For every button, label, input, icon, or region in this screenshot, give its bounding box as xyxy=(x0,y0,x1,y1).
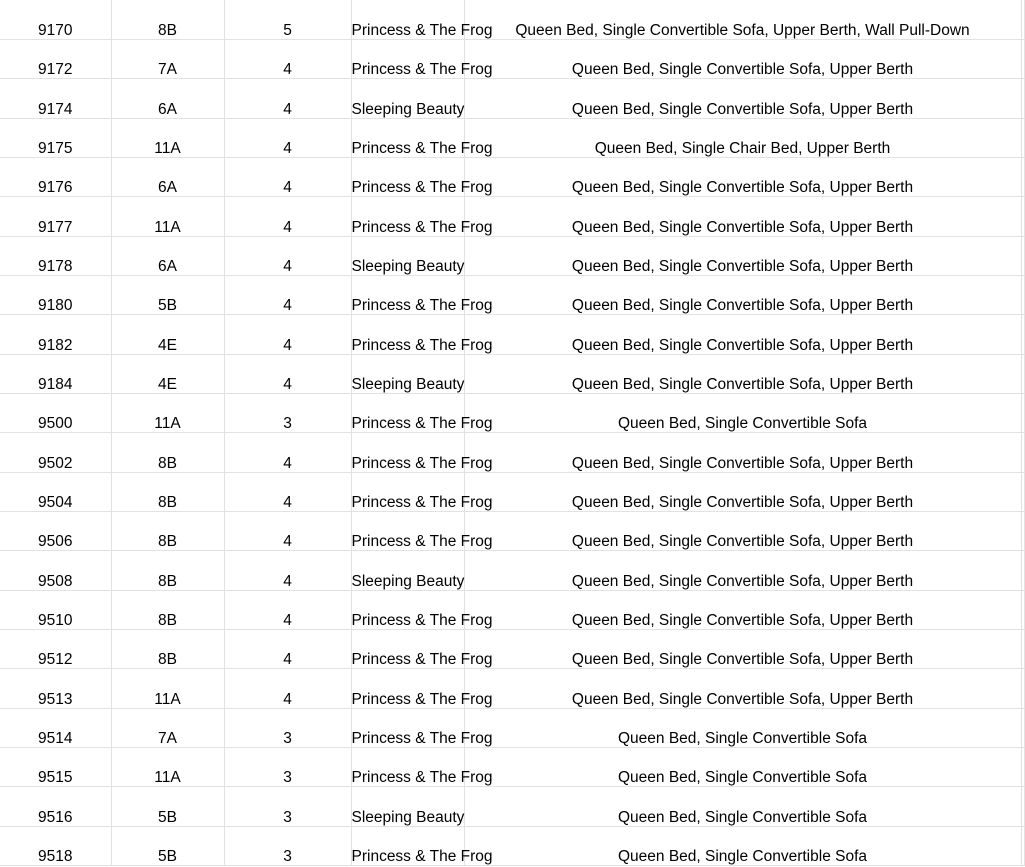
cabin-number-cell[interactable]: 9518 xyxy=(0,826,111,865)
bedding-cell[interactable]: Queen Bed, Single Convertible Sofa xyxy=(464,826,1021,865)
occupancy-cell[interactable]: 4 xyxy=(224,118,351,157)
bedding-cell[interactable]: Queen Bed, Single Convertible Sofa xyxy=(464,748,1021,787)
theme-cell[interactable]: Princess & The Frog xyxy=(351,630,464,669)
empty-cell[interactable] xyxy=(1021,669,1024,708)
bedding-cell[interactable]: Queen Bed, Single Convertible Sofa, Upper Berth, Wall Pull-Down xyxy=(464,0,1021,39)
empty-cell[interactable] xyxy=(1021,472,1024,511)
theme-cell[interactable]: Princess & The Frog xyxy=(351,748,464,787)
empty-cell[interactable] xyxy=(1021,748,1024,787)
category-cell[interactable]: 7A xyxy=(111,39,224,78)
theme-cell[interactable]: Princess & The Frog xyxy=(351,433,464,472)
table-row xyxy=(0,630,1024,669)
cabin-number-cell[interactable]: 9506 xyxy=(0,511,111,550)
table-row xyxy=(0,748,1024,787)
cabin-number-cell[interactable]: 9508 xyxy=(0,551,111,590)
category-cell[interactable]: 11A xyxy=(111,118,224,157)
bedding-cell[interactable]: Queen Bed, Single Convertible Sofa, Upper Berth xyxy=(464,236,1021,275)
table-row xyxy=(0,787,1024,826)
empty-cell[interactable] xyxy=(1021,551,1024,590)
bedding-cell[interactable]: Queen Bed, Single Convertible Sofa, Upper Berth xyxy=(464,669,1021,708)
category-cell[interactable]: 11A xyxy=(111,197,224,236)
occupancy-cell[interactable]: 4 xyxy=(224,275,351,314)
category-cell[interactable]: 4E xyxy=(111,354,224,393)
cabin-number-cell[interactable]: 9184 xyxy=(0,354,111,393)
table-row xyxy=(0,79,1024,118)
empty-cell[interactable] xyxy=(1021,393,1024,432)
table-row xyxy=(0,315,1024,354)
empty-cell[interactable] xyxy=(1021,79,1024,118)
cabin-number-cell[interactable]: 9516 xyxy=(0,787,111,826)
theme-cell[interactable]: Princess & The Frog xyxy=(351,669,464,708)
theme-cell[interactable]: Princess & The Frog xyxy=(351,39,464,78)
table-row xyxy=(0,0,1024,39)
category-cell[interactable]: 8B xyxy=(111,590,224,629)
theme-cell[interactable]: Sleeping Beauty xyxy=(351,236,464,275)
empty-cell[interactable] xyxy=(1021,157,1024,196)
cabin-number-cell[interactable]: 9504 xyxy=(0,472,111,511)
occupancy-cell[interactable]: 4 xyxy=(224,79,351,118)
occupancy-cell[interactable]: 4 xyxy=(224,433,351,472)
occupancy-cell[interactable]: 4 xyxy=(224,551,351,590)
table-row xyxy=(0,275,1024,314)
cabin-number-cell[interactable]: 9510 xyxy=(0,590,111,629)
table-row xyxy=(0,118,1024,157)
bedding-cell[interactable]: Queen Bed, Single Convertible Sofa, Upper Berth xyxy=(464,511,1021,550)
bedding-cell[interactable]: Queen Bed, Single Convertible Sofa, Upper Berth xyxy=(464,157,1021,196)
bedding-cell[interactable]: Queen Bed, Single Convertible Sofa, Upper Berth xyxy=(464,354,1021,393)
occupancy-cell[interactable]: 4 xyxy=(224,157,351,196)
category-cell[interactable]: 6A xyxy=(111,236,224,275)
table-row xyxy=(0,433,1024,472)
bedding-cell[interactable]: Queen Bed, Single Convertible Sofa, Upper Berth xyxy=(464,472,1021,511)
cabin-number-cell[interactable]: 9180 xyxy=(0,275,111,314)
occupancy-cell[interactable]: 4 xyxy=(224,472,351,511)
empty-cell[interactable] xyxy=(1021,39,1024,78)
category-cell[interactable]: 8B xyxy=(111,511,224,550)
occupancy-cell[interactable]: 4 xyxy=(224,315,351,354)
cabin-number-cell[interactable]: 9500 xyxy=(0,393,111,432)
theme-cell[interactable]: Princess & The Frog xyxy=(351,197,464,236)
theme-cell[interactable]: Princess & The Frog xyxy=(351,157,464,196)
theme-cell[interactable]: Princess & The Frog xyxy=(351,708,464,747)
bedding-cell[interactable]: Queen Bed, Single Convertible Sofa, Upper Berth xyxy=(464,79,1021,118)
category-cell[interactable]: 5B xyxy=(111,275,224,314)
category-cell[interactable]: 4E xyxy=(111,315,224,354)
occupancy-cell[interactable]: 4 xyxy=(224,197,351,236)
category-cell[interactable]: 8B xyxy=(111,0,224,39)
theme-cell[interactable]: Princess & The Frog xyxy=(351,393,464,432)
cabin-number-cell[interactable]: 9512 xyxy=(0,630,111,669)
empty-cell[interactable] xyxy=(1021,630,1024,669)
category-cell[interactable]: 5B xyxy=(111,826,224,865)
bedding-cell[interactable]: Queen Bed, Single Convertible Sofa, Upper Berth xyxy=(464,630,1021,669)
occupancy-cell[interactable]: 4 xyxy=(224,630,351,669)
theme-cell[interactable]: Sleeping Beauty xyxy=(351,79,464,118)
theme-cell[interactable]: Princess & The Frog xyxy=(351,472,464,511)
empty-cell[interactable] xyxy=(1021,118,1024,157)
table-row xyxy=(0,708,1024,747)
bedding-cell[interactable]: Queen Bed, Single Convertible Sofa xyxy=(464,708,1021,747)
cabin-number-cell[interactable]: 9172 xyxy=(0,39,111,78)
category-cell[interactable]: 6A xyxy=(111,79,224,118)
occupancy-cell[interactable]: 3 xyxy=(224,787,351,826)
occupancy-cell[interactable]: 4 xyxy=(224,511,351,550)
table-row xyxy=(0,551,1024,590)
theme-cell[interactable]: Princess & The Frog xyxy=(351,590,464,629)
bedding-cell[interactable]: Queen Bed, Single Convertible Sofa, Upper Berth xyxy=(464,551,1021,590)
category-cell[interactable]: 8B xyxy=(111,551,224,590)
empty-cell[interactable] xyxy=(1021,354,1024,393)
empty-cell[interactable] xyxy=(1021,0,1024,39)
cabin-number-cell[interactable]: 9178 xyxy=(0,236,111,275)
table-row xyxy=(0,669,1024,708)
occupancy-cell[interactable]: 4 xyxy=(224,590,351,629)
theme-cell[interactable]: Princess & The Frog xyxy=(351,275,464,314)
theme-cell[interactable]: Princess & The Frog xyxy=(351,118,464,157)
cabin-number-cell[interactable]: 9182 xyxy=(0,315,111,354)
occupancy-cell[interactable]: 3 xyxy=(224,393,351,432)
table-row xyxy=(0,590,1024,629)
bedding-cell[interactable]: Queen Bed, Single Convertible Sofa, Upper Berth xyxy=(464,315,1021,354)
category-cell[interactable]: 7A xyxy=(111,708,224,747)
cabin-number-cell[interactable]: 9515 xyxy=(0,748,111,787)
empty-cell[interactable] xyxy=(1021,197,1024,236)
category-cell[interactable]: 11A xyxy=(111,393,224,432)
occupancy-cell[interactable]: 3 xyxy=(224,826,351,865)
table-row xyxy=(0,354,1024,393)
empty-cell[interactable] xyxy=(1021,315,1024,354)
empty-cell[interactable] xyxy=(1021,275,1024,314)
occupancy-cell[interactable]: 3 xyxy=(224,748,351,787)
category-cell[interactable]: 6A xyxy=(111,157,224,196)
cabin-number-cell[interactable]: 9175 xyxy=(0,118,111,157)
occupancy-cell[interactable]: 4 xyxy=(224,236,351,275)
category-cell[interactable]: 11A xyxy=(111,669,224,708)
table-row xyxy=(0,236,1024,275)
occupancy-cell[interactable]: 4 xyxy=(224,669,351,708)
category-cell[interactable]: 8B xyxy=(111,472,224,511)
cabin-number-cell[interactable]: 9177 xyxy=(0,197,111,236)
table-row xyxy=(0,157,1024,196)
theme-cell[interactable]: Princess & The Frog xyxy=(351,0,464,39)
table-row xyxy=(0,826,1024,865)
empty-cell[interactable] xyxy=(1021,433,1024,472)
theme-cell[interactable]: Sleeping Beauty xyxy=(351,354,464,393)
bedding-cell[interactable]: Queen Bed, Single Chair Bed, Upper Berth xyxy=(464,118,1021,157)
cabin-number-cell[interactable]: 9170 xyxy=(0,0,111,39)
table-row xyxy=(0,393,1024,432)
table-row xyxy=(0,39,1024,78)
occupancy-cell[interactable]: 3 xyxy=(224,708,351,747)
cabin-number-cell[interactable]: 9176 xyxy=(0,157,111,196)
theme-cell[interactable]: Princess & The Frog xyxy=(351,826,464,865)
occupancy-cell[interactable]: 5 xyxy=(224,0,351,39)
category-cell[interactable]: 11A xyxy=(111,748,224,787)
table-row xyxy=(0,511,1024,550)
empty-cell[interactable] xyxy=(1021,236,1024,275)
empty-cell[interactable] xyxy=(1021,826,1024,865)
cabin-number-cell[interactable]: 9514 xyxy=(0,708,111,747)
cabin-number-cell[interactable]: 9502 xyxy=(0,433,111,472)
bedding-cell[interactable]: Queen Bed, Single Convertible Sofa, Upper Berth xyxy=(464,433,1021,472)
theme-cell[interactable]: Princess & The Frog xyxy=(351,315,464,354)
category-cell[interactable]: 8B xyxy=(111,630,224,669)
empty-cell[interactable] xyxy=(1021,787,1024,826)
occupancy-cell[interactable]: 4 xyxy=(224,39,351,78)
bedding-cell[interactable]: Queen Bed, Single Convertible Sofa, Upper Berth xyxy=(464,197,1021,236)
empty-cell[interactable] xyxy=(1021,511,1024,550)
table-row xyxy=(0,472,1024,511)
empty-cell[interactable] xyxy=(1021,708,1024,747)
bedding-cell[interactable]: Queen Bed, Single Convertible Sofa xyxy=(464,787,1021,826)
occupancy-cell[interactable]: 4 xyxy=(224,354,351,393)
theme-cell[interactable]: Sleeping Beauty xyxy=(351,787,464,826)
bedding-cell[interactable]: Queen Bed, Single Convertible Sofa, Upper Berth xyxy=(464,590,1021,629)
bedding-cell[interactable]: Queen Bed, Single Convertible Sofa xyxy=(464,393,1021,432)
category-cell[interactable]: 8B xyxy=(111,433,224,472)
cabin-number-cell[interactable]: 9513 xyxy=(0,669,111,708)
theme-cell[interactable]: Sleeping Beauty xyxy=(351,551,464,590)
bedding-cell[interactable]: Queen Bed, Single Convertible Sofa, Upper Berth xyxy=(464,275,1021,314)
theme-cell[interactable]: Princess & The Frog xyxy=(351,511,464,550)
bedding-cell[interactable]: Queen Bed, Single Convertible Sofa, Upper Berth xyxy=(464,39,1021,78)
cabin-number-cell[interactable]: 9174 xyxy=(0,79,111,118)
table-row xyxy=(0,197,1024,236)
empty-cell[interactable] xyxy=(1021,590,1024,629)
category-cell[interactable]: 5B xyxy=(111,787,224,826)
